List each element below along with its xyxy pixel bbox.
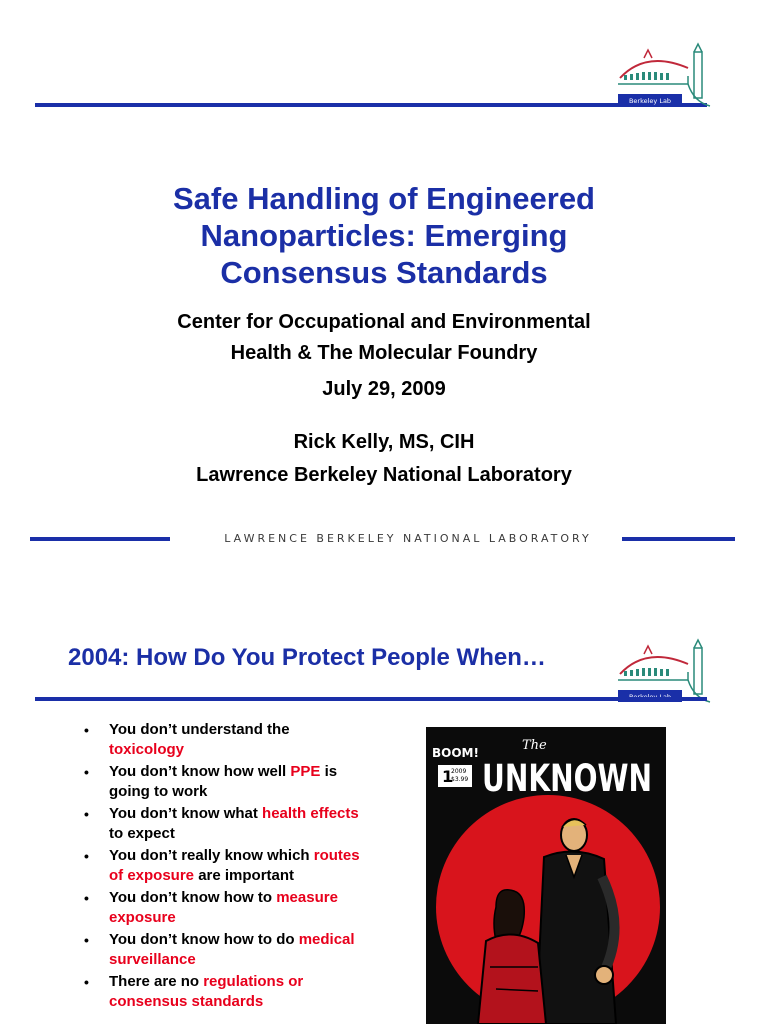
bullet-icon: • (84, 890, 89, 906)
list-item: • You don’t know how to measure exposure (84, 889, 338, 926)
slide-title: 2004: How Do You Protect People When… (68, 644, 546, 671)
bullet-icon: • (84, 932, 89, 948)
issue-number: 1 (442, 767, 454, 786)
title-line: Consensus Standards (220, 255, 548, 290)
content-slide (0, 570, 768, 1024)
bullet-list (82, 720, 362, 1014)
header-rule (35, 697, 707, 701)
bullet-icon: • (84, 974, 89, 990)
institution: Lawrence Berkeley National Laboratory (196, 464, 572, 486)
list-item: • There are no regulations or consensus standards (84, 973, 304, 1010)
bullet-icon: • (84, 722, 89, 738)
date: July 29, 2009 (322, 378, 446, 400)
comic-cover-image (426, 727, 666, 1024)
slide-title (0, 180, 768, 291)
berkeley-lab-logo (616, 42, 712, 112)
title-line: Safe Handling of Engineered (173, 181, 595, 216)
bullet-icon: • (84, 764, 89, 780)
svg-text:Berkeley Lab: Berkeley Lab (628, 97, 672, 105)
header-rule (35, 103, 707, 107)
footer-band (30, 530, 735, 548)
list-item: • You don’t know how to do medical surveillance (84, 931, 355, 968)
title-line: Nanoparticles: Emerging (200, 218, 568, 253)
cover-title: UNKNOWN (482, 757, 652, 800)
list-item: • You don’t understand the toxicology (84, 721, 290, 758)
cover-price: $3.99 (451, 776, 469, 783)
footer-text: LAWRENCE BERKELEY NATIONAL LABORATORY (224, 532, 592, 545)
berkeley-lab-logo-icon (616, 42, 712, 112)
list-item: • You don’t really know which routes of exposure are important (84, 847, 360, 884)
list-item: • You don’t know what health effects to expect (84, 805, 359, 842)
publisher-logo: BOOM! (432, 746, 479, 760)
cover-year: 2009 (451, 768, 467, 775)
bullet-icon: • (84, 806, 89, 822)
org-line-1: Center for Occupational and Environmental (177, 311, 591, 333)
list-item: • You don’t know how well PPE is going to work (84, 763, 338, 800)
org-line-2: Health & The Molecular Foundry (230, 342, 538, 364)
bullet-icon: • (84, 848, 89, 864)
presenter: Rick Kelly, MS, CIH (293, 431, 475, 453)
cover-the: The (522, 738, 547, 753)
